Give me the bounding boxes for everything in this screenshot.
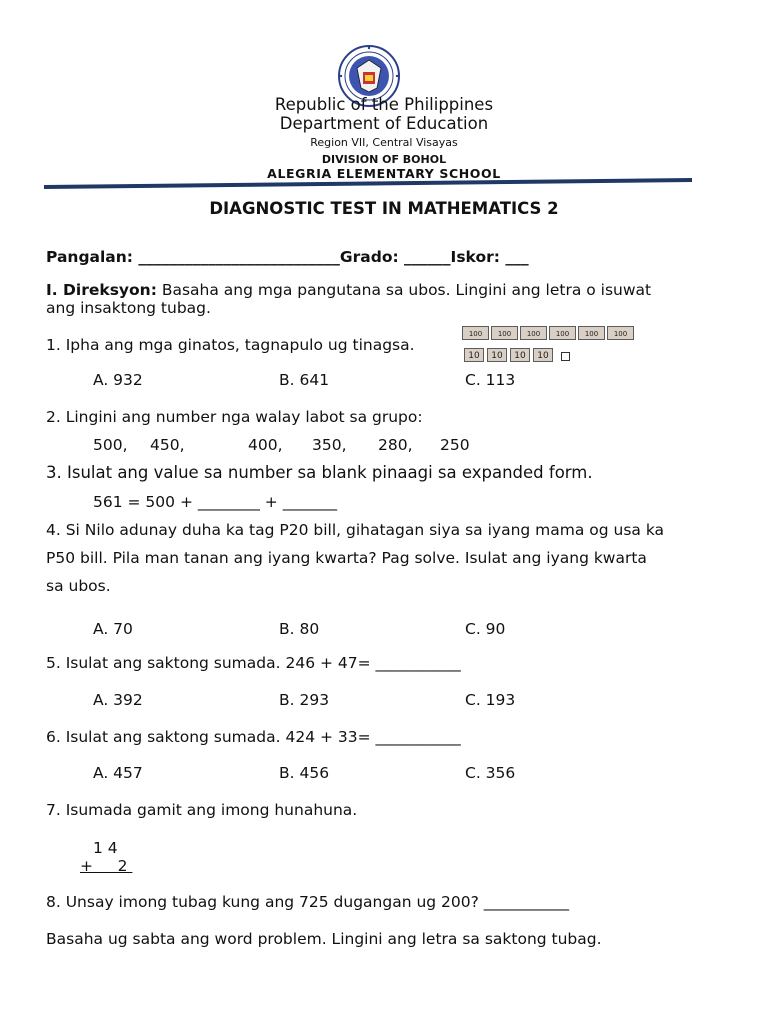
page-title: DIAGNOSTIC TEST IN MATHEMATICS 2 xyxy=(209,199,559,218)
name-grade-score-line[interactable]: Pangalan: __________________________Grado: ______Iskor: ___ xyxy=(46,248,529,266)
q1-option-a[interactable]: A. 932 xyxy=(93,371,143,389)
q6-option-b[interactable]: B. 456 xyxy=(279,764,330,782)
q2-number[interactable]: 450, xyxy=(150,436,185,454)
q2-number[interactable]: 400, xyxy=(248,436,283,454)
question-3: 3. Isulat ang value sa number sa blank pinaagi sa expanded form. xyxy=(46,463,593,482)
ten-block: 10 xyxy=(487,348,507,362)
hundred-block: 100 xyxy=(491,326,518,340)
q2-number[interactable]: 350, xyxy=(312,436,347,454)
question-4-line-3: sa ubos. xyxy=(46,577,111,595)
q5-option-c[interactable]: C. 193 xyxy=(465,691,516,709)
q4-option-c[interactable]: C. 90 xyxy=(465,620,506,638)
q7-addend-top: 1 4 xyxy=(93,839,118,857)
question-4-line-1: 4. Si Nilo adunay duha ka tag P20 bill, gihatagan siya sa iyang mama og usa ka xyxy=(46,521,665,539)
header-divider xyxy=(44,178,692,190)
q3-expression[interactable]: 561 = 500 + ________ + _______ xyxy=(93,493,337,511)
header-division: DIVISION OF BOHOL xyxy=(321,153,447,166)
hundred-block: 100 xyxy=(578,326,605,340)
q6-option-a[interactable]: A. 457 xyxy=(93,764,143,782)
directions-text-cont: ang insaktong tubag. xyxy=(46,299,211,317)
q2-number[interactable]: 500, xyxy=(93,436,128,454)
question-7: 7. Isumada gamit ang imong hunahuna. xyxy=(46,801,358,819)
question-2: 2. Lingini ang number nga walay labot sa grupo: xyxy=(46,408,423,426)
q4-option-b[interactable]: B. 80 xyxy=(279,620,320,638)
q6-option-c[interactable]: C. 356 xyxy=(465,764,516,782)
header-region: Region VII, Central Visayas xyxy=(310,136,458,149)
question-5: 5. Isulat ang saktong sumada. 246 + 47= ___________ xyxy=(46,654,461,672)
hundred-block: 100 xyxy=(607,326,634,340)
directions xyxy=(46,281,651,299)
hundred-block: 100 xyxy=(462,326,489,340)
directions-text: Basaha ang mga pangutana sa ubos. Lingini ang letra o isuwat xyxy=(156,281,652,299)
q7-addend-bottom[interactable]: + 2 xyxy=(80,857,133,875)
q4-option-a[interactable]: A. 70 xyxy=(93,620,133,638)
q2-number[interactable]: 280, xyxy=(378,436,413,454)
q1-option-b[interactable]: B. 641 xyxy=(279,371,330,389)
q2-number[interactable]: 250 xyxy=(440,436,470,454)
directions-label: I. Direksyon: xyxy=(46,281,157,299)
ten-block: 10 xyxy=(533,348,553,362)
question-1: 1. Ipha ang mga ginatos, tagnapulo ug tinagsa. xyxy=(46,336,415,354)
hundred-block: 100 xyxy=(549,326,576,340)
question-4-line-2: P50 bill. Pila man tanan ang iyang kwarta? Pag solve. Isulat ang iyang kwarta xyxy=(46,549,647,567)
header-department: Department of Education xyxy=(279,114,489,133)
q5-option-a[interactable]: A. 392 xyxy=(93,691,143,709)
ten-block: 10 xyxy=(510,348,530,362)
header-school: ALEGRIA ELEMENTARY SCHOOL xyxy=(267,166,501,181)
hundred-block: 100 xyxy=(520,326,547,340)
ten-block: 10 xyxy=(464,348,484,362)
q5-option-b[interactable]: B. 293 xyxy=(279,691,330,709)
header-republic: Republic of the Philippines xyxy=(274,95,494,114)
word-problem-instruction: Basaha ug sabta ang word problem. Lingini ang letra sa saktong tubag. xyxy=(46,930,602,948)
question-8[interactable]: 8. Unsay imong tubag kung ang 725 dugangan ug 200? ___________ xyxy=(46,893,570,911)
question-6: 6. Isulat ang saktong sumada. 424 + 33= ___________ xyxy=(46,728,461,746)
q1-option-c[interactable]: C. 113 xyxy=(465,371,516,389)
one-block xyxy=(561,352,570,361)
